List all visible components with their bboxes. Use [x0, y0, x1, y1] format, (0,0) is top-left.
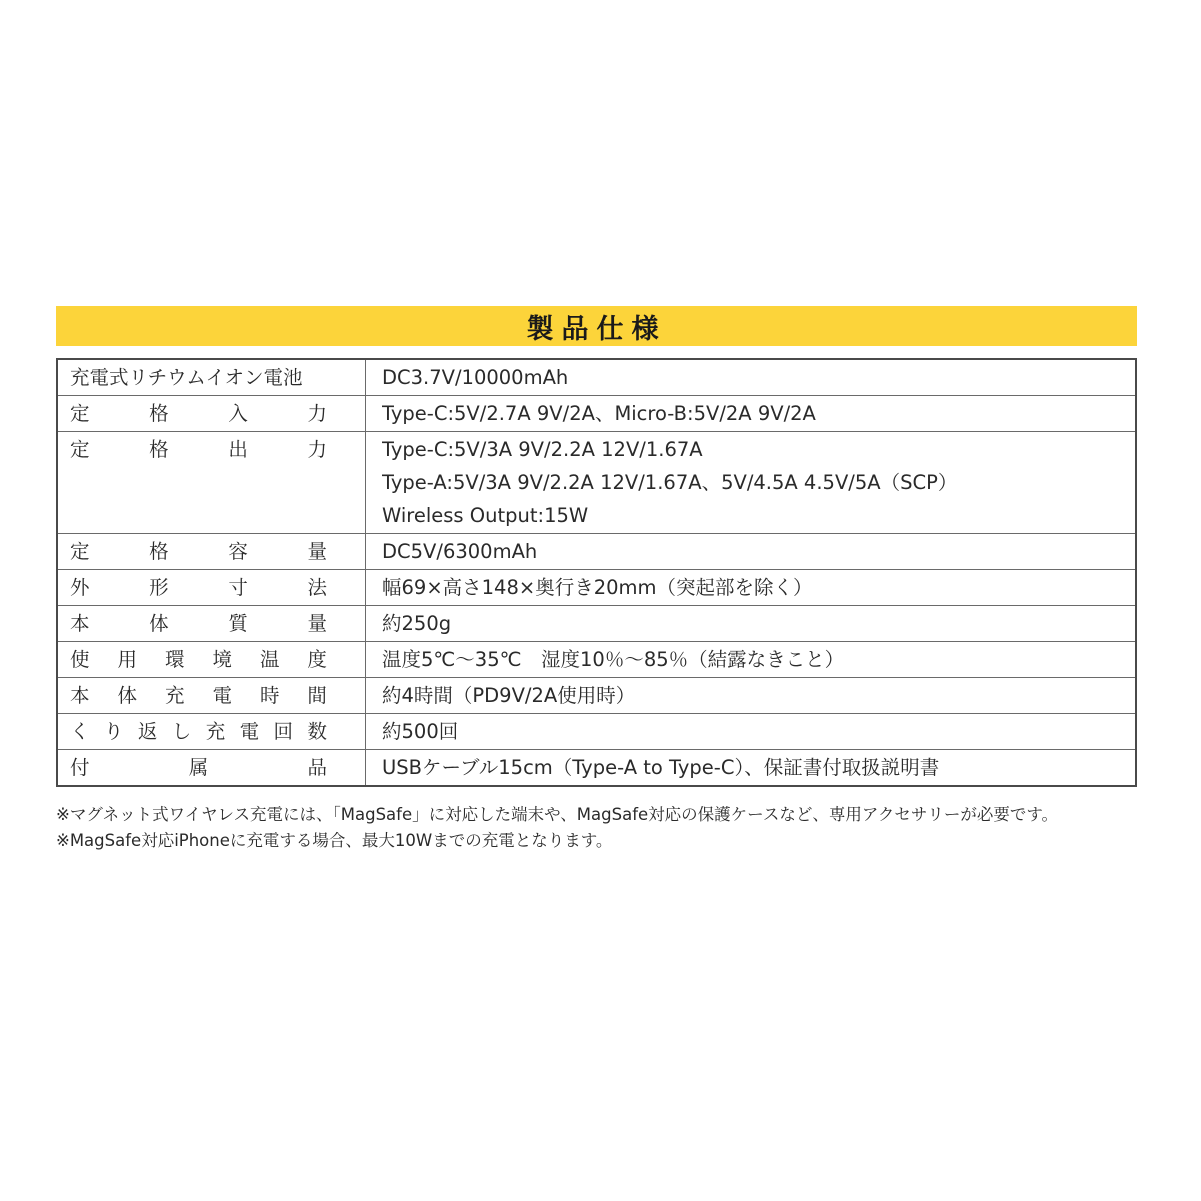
spec-row [57, 714, 1136, 750]
spec-row [57, 396, 1136, 432]
spec-label-cell [57, 432, 366, 534]
spec-value-cell [366, 642, 1137, 678]
spec-value-cell [366, 396, 1137, 432]
spec-label: 定 格 出 力 [70, 438, 327, 461]
spec-title-bar [56, 306, 1137, 346]
spec-label-cell [57, 396, 366, 432]
spec-row [57, 678, 1136, 714]
spec-value: Type-C:5V/3A 9V/2.2A 12V/1.67A [382, 438, 703, 461]
spec-value-cell [366, 750, 1137, 787]
spec-table [56, 358, 1137, 787]
spec-value-cell [366, 606, 1137, 642]
spec-row [57, 750, 1136, 787]
spec-row [57, 570, 1136, 606]
spec-value: Wireless Output:15W [382, 504, 589, 527]
spec-label: 本 体 充 電 時 間 [70, 684, 327, 707]
spec-label: く り 返 し 充 電 回 数 [70, 720, 327, 743]
spec-value-cell [366, 359, 1137, 396]
spec-label: 充電式リチウムイオン電池 [70, 366, 303, 389]
spec-row [57, 432, 1136, 534]
spec-label: 使 用 環 境 温 度 [70, 648, 327, 671]
spec-label: 本 体 質 量 [70, 612, 327, 635]
spec-value: Type-A:5V/3A 9V/2.2A 12V/1.67A、5V/4.5A 4.5V/5A（SCP） [382, 471, 958, 494]
spec-value: 約500回 [382, 720, 459, 743]
spec-label: 定 格 入 力 [70, 402, 327, 425]
spec-row [57, 606, 1136, 642]
spec-row [57, 642, 1136, 678]
spec-title: 製品仕様 [526, 313, 667, 345]
footnote-magsafe-accessory: ※マグネット式ワイヤレス充電には、「MagSafe」に対応した端末や、MagSafe対応の保護ケースなど、専用アクセサリーが必要です。 [56, 805, 1059, 824]
spec-value: 温度5℃～35℃ 湿度10％～85％（結露なきこと） [382, 648, 845, 671]
spec-label-cell [57, 534, 366, 570]
footnotes [56, 802, 1166, 854]
spec-label-cell [57, 750, 366, 787]
spec-table-body [57, 359, 1136, 786]
spec-label: 付 属 品 [70, 756, 327, 779]
spec-row [57, 359, 1136, 396]
spec-label-cell [57, 714, 366, 750]
spec-value-cell [366, 714, 1137, 750]
spec-value: 約4時間（PD9V/2A使用時） [382, 684, 636, 707]
spec-value: DC3.7V/10000mAh [382, 366, 569, 389]
spec-label-cell [57, 678, 366, 714]
spec-value: DC5V/6300mAh [382, 540, 538, 563]
spec-label-cell [57, 570, 366, 606]
spec-label-cell [57, 606, 366, 642]
spec-row [57, 534, 1136, 570]
footnote-iphone-charging: ※MagSafe対応iPhoneに充電する場合、最大10Wまでの充電となります。 [56, 831, 613, 850]
spec-value-cell [366, 678, 1137, 714]
spec-value: 約250g [382, 612, 452, 635]
spec-value: 幅69×高さ148×奥行き20mm（突起部を除く） [382, 576, 813, 599]
spec-label: 外 形 寸 法 [70, 576, 327, 599]
spec-label-cell [57, 642, 366, 678]
spec-value-cell [366, 534, 1137, 570]
spec-value: Type-C:5V/2.7A 9V/2A、Micro-B:5V/2A 9V/2A [382, 402, 816, 425]
spec-value-cell [366, 432, 1137, 534]
spec-label-cell [57, 359, 366, 396]
spec-label: 定 格 容 量 [70, 540, 327, 563]
spec-value-cell [366, 570, 1137, 606]
spec-value: USBケーブル15cm（Type-A to Type-C）、保証書付取扱説明書 [382, 756, 940, 779]
